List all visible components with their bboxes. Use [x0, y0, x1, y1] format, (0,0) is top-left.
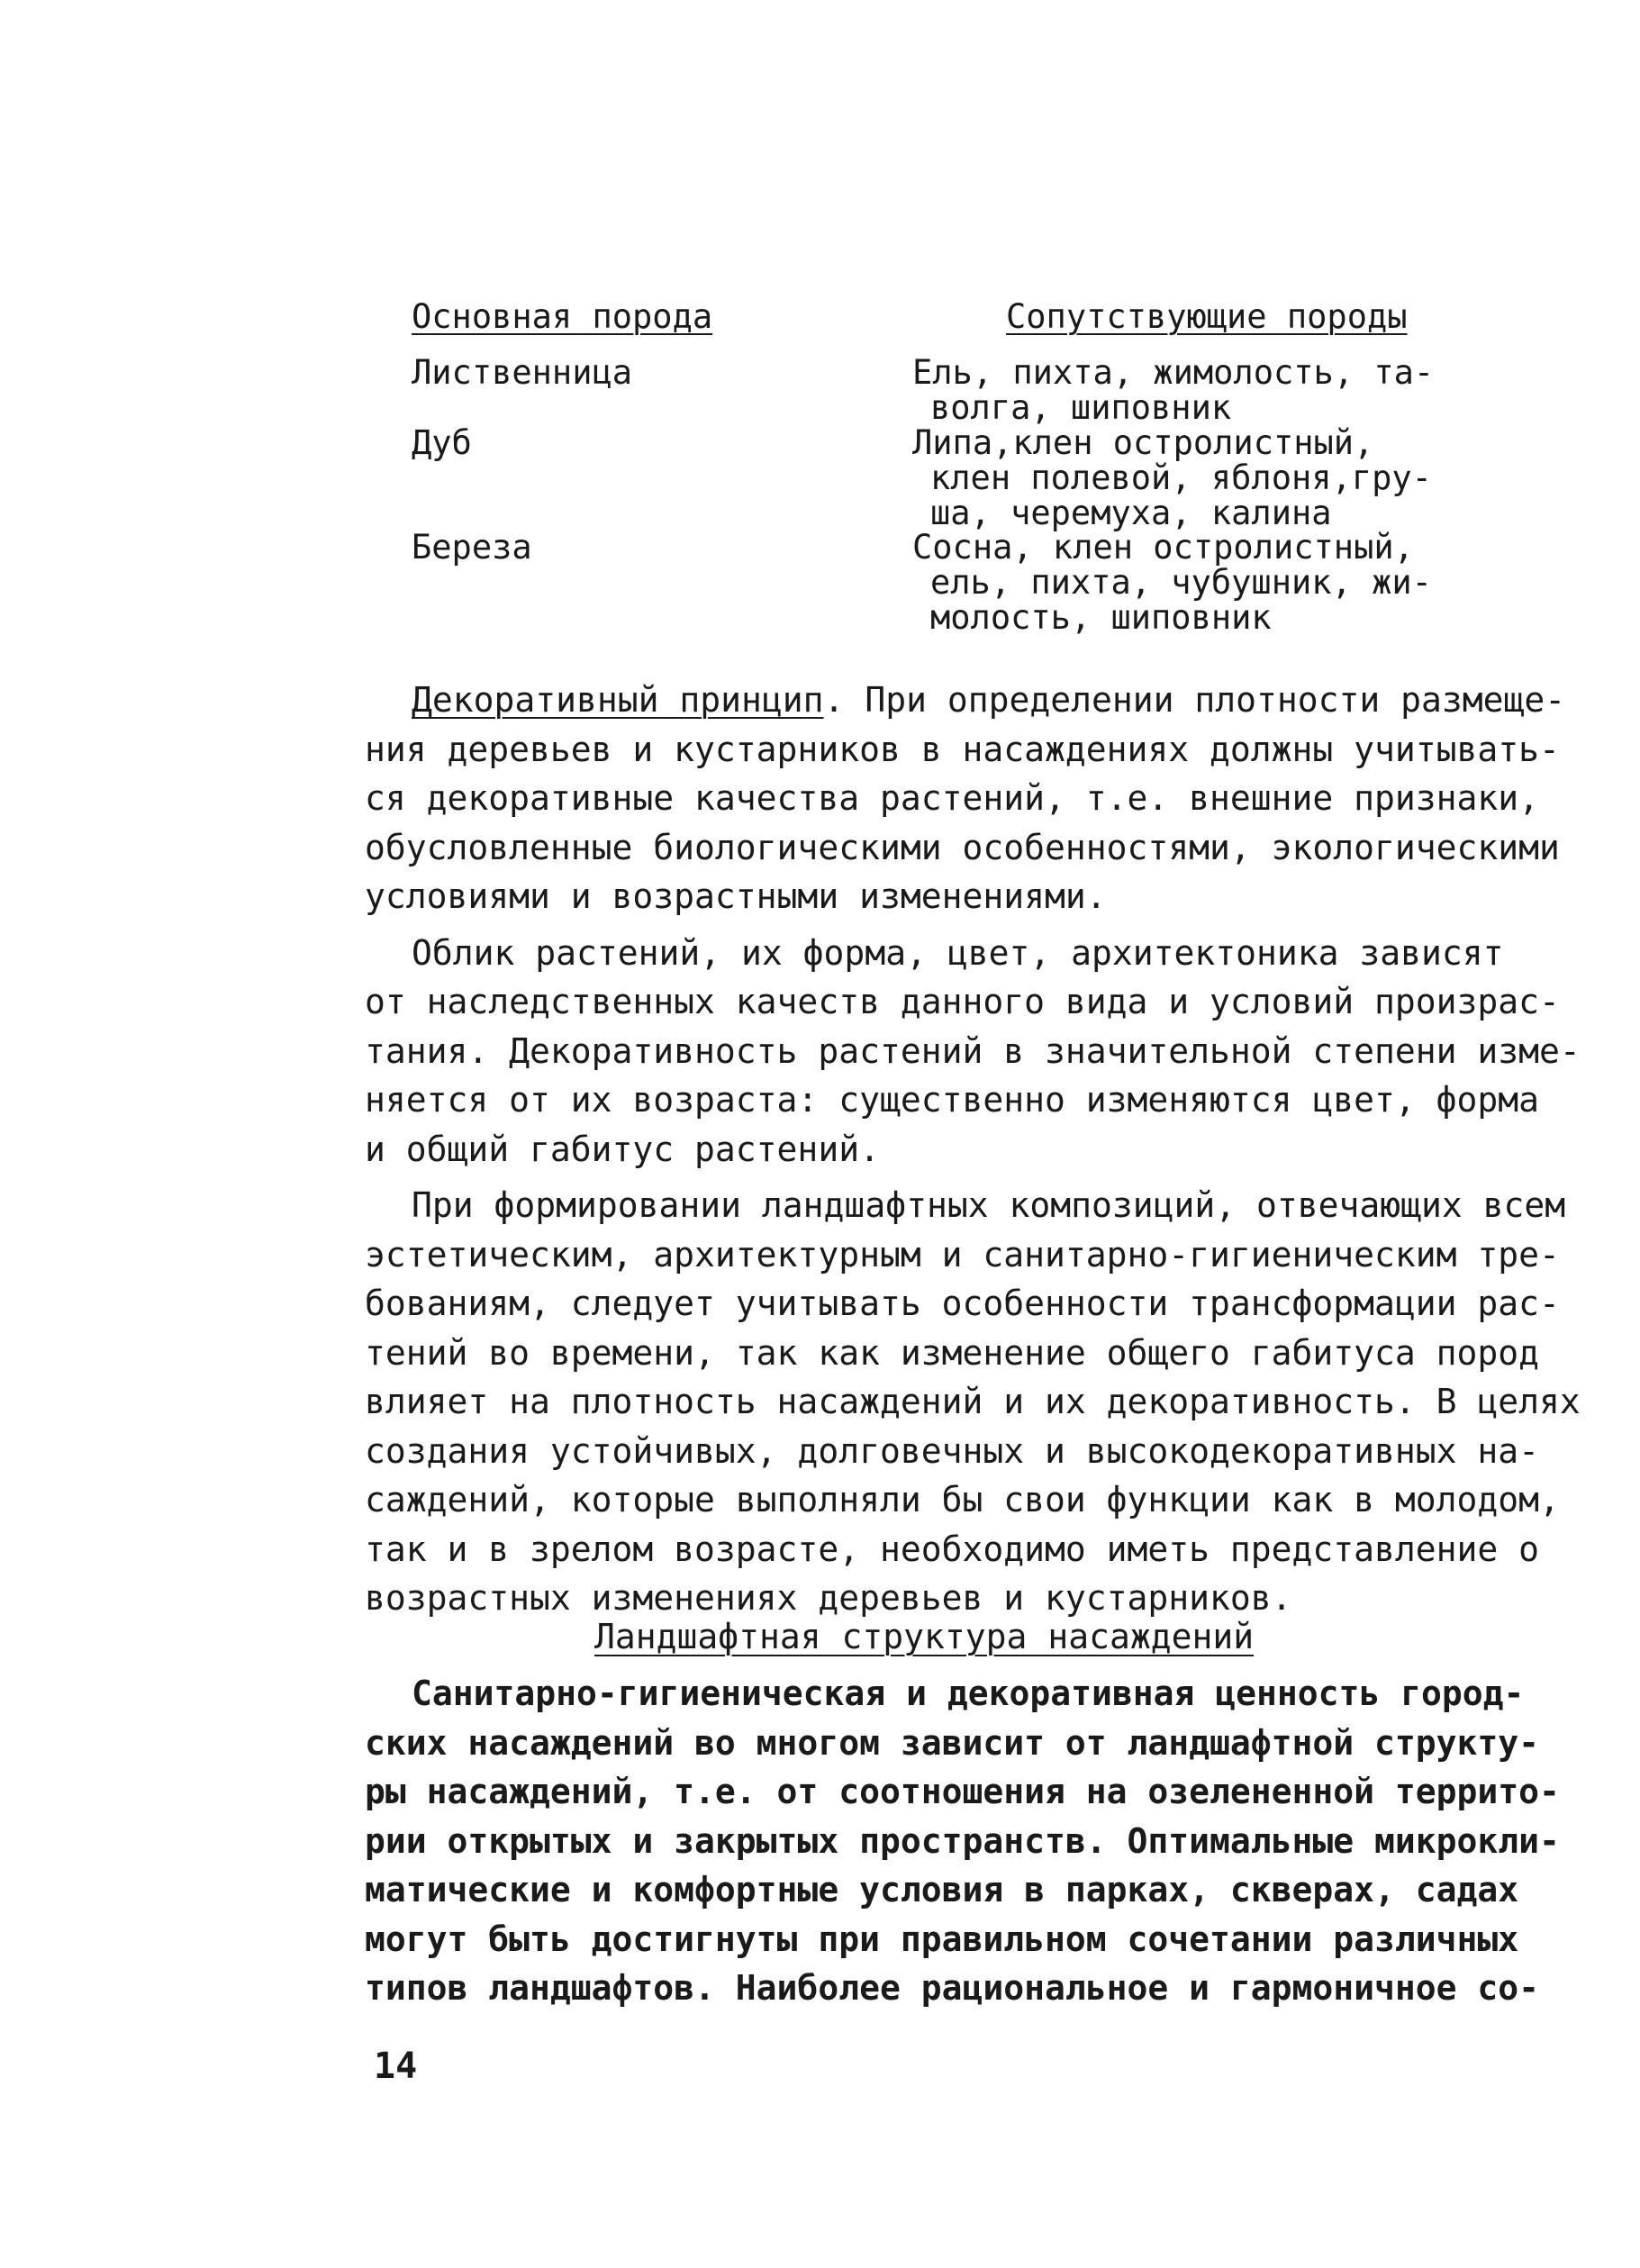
paragraph-line: типов ландшафтов. Наиболее рациональное и гармоничное со-	[365, 1968, 1540, 2008]
paragraph-line: эстетическим, архитектурным и санитарно-гигиеническим тре-	[365, 1234, 1560, 1275]
paragraph-line: обусловленные биологическими особенностями, экологическими	[365, 827, 1560, 867]
companion-species	[912, 530, 1444, 635]
companion-species	[912, 355, 1444, 425]
companion-line: волга, шиповник	[930, 388, 1232, 427]
companion-line: молость, шиповник	[930, 598, 1272, 637]
paragraph-landscape-structure	[365, 1669, 1560, 2013]
body-text	[365, 676, 1581, 1623]
paragraph-plant-appearance	[365, 929, 1581, 1175]
paragraph-line-text: . При определении плотности размеще-	[823, 680, 1566, 720]
paragraph-line: тания. Декоративность растений в значительной степени изме-	[365, 1030, 1581, 1071]
paragraph-line: от наследственных качеств данного вида и условий произрас-	[365, 982, 1560, 1021]
paragraph-line: и общий габитус растений.	[365, 1129, 880, 1169]
paragraph-line: матические и комфортные условия в парках, скверах, садах	[365, 1870, 1519, 1910]
companion-line: Ель, пихта, жимолость, та-	[912, 353, 1435, 392]
paragraph-line: ры насаждений, т.е. от соотношения на озелененной террито-	[365, 1772, 1560, 1811]
section-body-text	[365, 1669, 1560, 2013]
companion-line: Липа,клен остролистный,	[912, 423, 1374, 462]
paragraph-landscape-compositions	[365, 1181, 1581, 1623]
paragraph-line: создания устойчивых, долговечных и высокодекоративных на-	[365, 1430, 1540, 1471]
main-species: Дуб	[412, 423, 472, 462]
paragraph-line: саждений, которые выполняли бы свои функции как в молодом,	[365, 1480, 1560, 1520]
paragraph-line: ния деревьев и кустарников в насаждениях должны учитывать-	[365, 729, 1560, 769]
paragraph-line: Облик растений, их форма, цвет, архитектоника зависят	[412, 932, 1504, 973]
paragraph-line: рии открытых и закрытых пространств. Оптимальные микрокли-	[365, 1820, 1560, 1861]
companion-line: клен полевой, яблоня,гру-	[930, 458, 1432, 497]
companion-line: ша, черемуха, калина	[930, 494, 1332, 532]
header-main-species: Основная порода	[412, 297, 713, 336]
companion-line: Сосна, клен остролистный,	[912, 528, 1414, 567]
paragraph-line: При формировании ландшафтных композиций, отвечающих всем	[412, 1185, 1566, 1225]
paragraph-line: так и в зрелом возрасте, необходимо иметь представление о	[365, 1529, 1540, 1569]
paragraph-lead-term: Декоративный принцип	[412, 680, 824, 720]
paragraph-line: няется от их возраста: существенно изменяются цвет, форма	[365, 1080, 1540, 1120]
paragraph-line	[365, 676, 1566, 725]
paragraph-line: могут быть достигнуты при правильном сочетании различных	[365, 1919, 1519, 1959]
header-companion-species: Сопутствующие породы	[1006, 297, 1408, 336]
companion-species	[912, 425, 1444, 531]
paragraph-line: ся декоративные качества растений, т.е. внешние признаки,	[365, 778, 1540, 818]
page-number: 14	[374, 2046, 418, 2087]
main-species: Лиственница	[412, 353, 633, 392]
paragraph-line: Санитарно-гигиеническая и декоративная ценность город-	[412, 1674, 1525, 1713]
paragraph-line: условиями и возрастными изменениями.	[365, 876, 1107, 916]
paragraph-line: бованиям, следует учитывать особенности трансформации рас-	[365, 1284, 1560, 1323]
paragraph-line: возрастных изменениях деревьев и кустарников.	[365, 1578, 1292, 1618]
paragraph-decorative-principle	[365, 676, 1566, 921]
paragraph-line: тений во времени, так как изменение общего габитуса пород	[365, 1332, 1540, 1373]
paragraph-line: влияет на плотность насаждений и их декоративность. В целях	[365, 1382, 1581, 1421]
paragraph-line: ских насаждений во многом зависит от ландшафтной структу-	[365, 1722, 1540, 1763]
main-species: Береза	[412, 528, 532, 567]
companion-line: ель, пихта, чубушник, жи-	[930, 563, 1432, 602]
section-heading: Ландшафтная структура насаждений	[594, 1617, 1255, 1656]
